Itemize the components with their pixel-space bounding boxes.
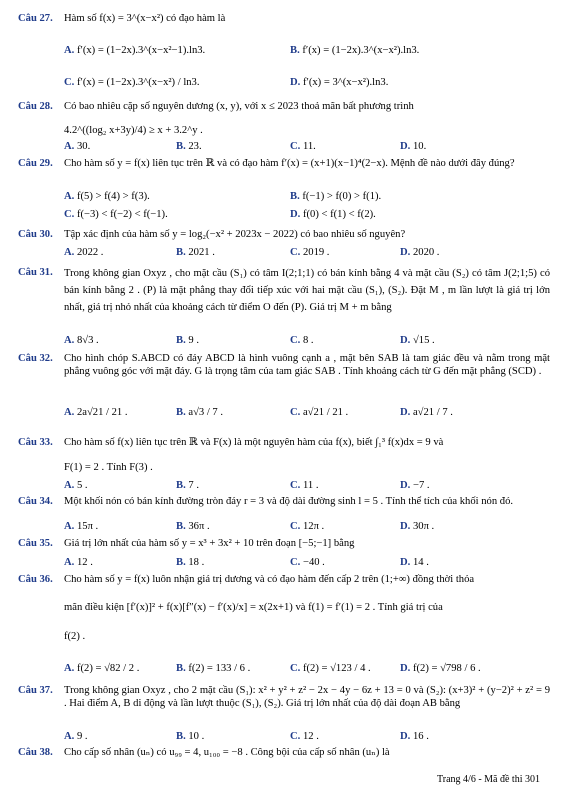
option-d: D. a√21 / 7 . [400,407,453,418]
option-a: A. 5 . [64,480,88,491]
question-30 [18,228,550,241]
question-29 [18,157,550,170]
option-a: A. 12 . [64,557,93,568]
question-text: Cho hàm số y = f(x) luôn nhận giá trị dương và có đạo hàm đến cấp 2 trên (1;+∞) đồng thời thỏa [64,574,475,585]
question-text: Cho hàm số f(x) liên tục trên ℝ và F(x) là một nguyên hàm của f(x), biết ∫₁³ f(x)dx = 9 và [64,437,444,448]
option-c: C. 12π . [290,521,325,532]
option-d: D. −7 . [400,480,430,491]
option-a: A. 2a√21 / 21 . [64,407,128,418]
option-c: C. f′(x) = (1−2x).3^(x−x²) / ln3. [64,77,200,88]
option-b: B. 7 . [176,480,199,491]
option-d: D. 10. [400,141,427,152]
option-b: B. f′(x) = (1−2x).3^(x−x²).ln3. [290,45,420,56]
option-b: B. f(2) = 133 / 6 . [176,663,251,674]
option-c: C. 11 . [290,480,319,491]
question-text: Trong không gian Oxyz , cho mặt cầu (S₁) có tâm I(2;1;1) có bán kính bằng 4 và mặt cầu (S₂) có tâm J(2;1;5) có bán kính bằng 2 . (P) là mặt phẳng thay đổi tiếp xúc với hai mặt cầu (S₁), (S₂). Đặt M , m lần lượt là giá trị lớn nhất, giá trị nhỏ nhất của khoảng cách từ điểm O đến (P). Giá trị M + m bằng [64,268,550,313]
question-36 [18,573,550,586]
option-c: C. 11. [290,141,316,152]
question-number: Câu 35. [18,538,53,549]
option-c: C. 8 . [290,335,314,346]
question-37 [18,684,550,710]
question-number: Câu 33. [18,437,53,448]
option-d: D. 2020 . [400,247,440,258]
option-d: D. f(2) = √798 / 6 . [400,663,481,674]
question-text: Tập xác định của hàm số y = log₂(−x² + 2023x − 2022) có bao nhiêu số nguyên? [64,229,406,240]
option-d: D. 14 . [400,557,429,568]
option-c: C. f(−3) < f(−2) < f(−1). [64,209,168,220]
option-d: D. 30π . [400,521,435,532]
question-number: Câu 30. [18,229,53,240]
question-32 [18,352,550,378]
option-b: B. 18 . [176,557,205,568]
option-a: A. 9 . [64,731,88,742]
option-b: B. 10 . [176,731,205,742]
question-34 [18,495,550,508]
option-d: D. f′(x) = 3^(x−x²).ln3. [290,77,389,88]
option-a: A. 30. [64,141,91,152]
question-number: Câu 28. [18,101,53,112]
question-number: Câu 29. [18,158,53,169]
option-b: B. 2021 . [176,247,215,258]
option-c: C. 2019 . [290,247,330,258]
question-text: Giá trị lớn nhất của hàm số y = x³ + 3x² + 10 trên đoạn [−5;−1] bằng [64,538,355,549]
option-d: D. √15 . [400,335,435,346]
question-38 [18,746,550,759]
question-text: Cho hình chóp S.ABCD có đáy ABCD là hình vuông cạnh a , mặt bên SAB là tam giác đều và nằm trong mặt phẳng vuông góc với mặt đáy. G là trọng tâm của tam giác SAB . Tính khoảng cách từ G đến mặt phẳng (SCD) . [64,353,550,378]
question-text: Cho cấp số nhân (uₙ) có u₉₉ = 4, u₁₀₀ = −8 . Công bội của cấp số nhân (uₙ) là [64,747,390,758]
question-number: Câu 34. [18,496,53,507]
question-formula: 4.2^((log₂ x+3y)/4) ≥ x + 3.2^y . [64,125,203,136]
question-number: Câu 36. [18,574,53,585]
option-d: D. f(0) < f(1) < f(2). [290,209,376,220]
option-b: B. 9 . [176,335,199,346]
option-c: C. a√21 / 21 . [290,407,349,418]
question-number: Câu 32. [18,353,53,364]
question-line: f(2) . [64,631,86,642]
option-a: A. f(2) = √82 / 2 . [64,663,140,674]
option-d: D. 16 . [400,731,429,742]
question-text: Trong không gian Oxyz , cho 2 mặt cầu (S₁): x² + y² + z² − 2x − 4y − 6z + 13 = 0 và (S₂): (x+3)² + (y−2)² + z² = 9 . Hai điểm A, B di động và lần lượt thuộc (S₁), (S₂). Giá trị lớn nhất của độ dài đoạn AB bằng [64,685,550,710]
question-28 [18,100,550,113]
option-c: C. 12 . [290,731,319,742]
option-b: B. 23. [176,141,202,152]
option-b: B. a√3 / 7 . [176,407,224,418]
option-a: A. 2022 . [64,247,104,258]
question-31 [18,266,550,317]
question-condition: mãn điều kiện [f′(x)]² + f(x)[f″(x) − f′(x)/x] = x(2x+1) và f(1) = f′(1) = 2 . Tính giá trị của [64,602,443,613]
question-number: Câu 37. [18,685,53,696]
question-35 [18,537,550,550]
option-a: A. 8√3 . [64,335,99,346]
option-a: A. f(5) > f(4) > f(3). [64,191,150,202]
option-a: A. f′(x) = (1−2x).3^(x−x²−1).ln3. [64,45,206,56]
question-text: Cho hàm số y = f(x) liên tục trên ℝ và có đạo hàm f′(x) = (x+1)(x−1)⁴(2−x). Mệnh đề nào dưới đây đúng? [64,158,515,169]
question-27 [18,12,550,25]
page-footer: Trang 4/6 - Mã đề thi 301 [437,774,540,785]
question-line: F(1) = 2 . Tính F(3) . [64,462,153,473]
question-text: Có bao nhiêu cặp số nguyên dương (x, y), với x ≤ 2023 thoả mãn bất phương trình [64,101,414,112]
question-33 [18,436,550,449]
option-b: B. f(−1) > f(0) > f(1). [290,191,382,202]
question-number: Câu 31. [18,267,53,278]
option-c: C. −40 . [290,557,325,568]
question-number: Câu 27. [18,13,53,24]
question-number: Câu 38. [18,747,53,758]
option-c: C. f(2) = √123 / 4 . [290,663,371,674]
option-a: A. 15π . [64,521,99,532]
option-b: B. 36π . [176,521,210,532]
question-text: Một khối nón có bán kính đường tròn đáy r = 3 và độ dài đường sinh l = 5 . Tính thể tích của khối nón đó. [64,496,514,507]
question-text: Hàm số f(x) = 3^(x−x²) có đạo hàm là [64,13,226,24]
